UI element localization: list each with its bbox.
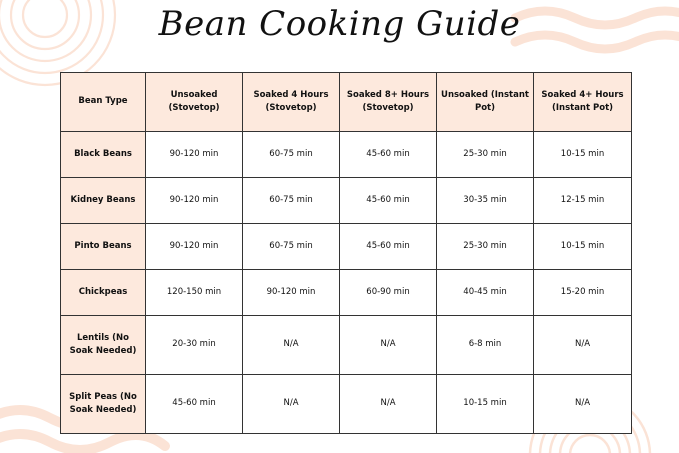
table-row	[61, 316, 632, 375]
table-row	[61, 132, 632, 178]
time-cell: 6-8 min	[437, 316, 534, 375]
time-cell: 90-120 min	[243, 270, 340, 316]
bean-cooking-table	[60, 72, 632, 434]
header-soaked-4-instant-pot: Soaked 4+ Hours (Instant Pot)	[534, 73, 632, 132]
time-cell: 60-75 min	[243, 224, 340, 270]
bean-name-cell: Black Beans	[61, 132, 146, 178]
time-cell: N/A	[534, 316, 632, 375]
bean-name-cell: Kidney Beans	[61, 178, 146, 224]
time-cell: 40-45 min	[437, 270, 534, 316]
time-cell: 10-15 min	[437, 375, 534, 434]
time-cell: 12-15 min	[534, 178, 632, 224]
time-cell: 90-120 min	[146, 224, 243, 270]
bean-name-cell: Split Peas (No Soak Needed)	[61, 375, 146, 434]
time-cell: 60-75 min	[243, 178, 340, 224]
time-cell: N/A	[534, 375, 632, 434]
bean-name-cell: Lentils (No Soak Needed)	[61, 316, 146, 375]
time-cell: 45-60 min	[340, 132, 437, 178]
page-title: Bean Cooking Guide	[158, 4, 521, 44]
bean-name-cell: Chickpeas	[61, 270, 146, 316]
time-cell: 10-15 min	[534, 132, 632, 178]
table-row	[61, 270, 632, 316]
header-soaked-8-stovetop: Soaked 8+ Hours (Stovetop)	[340, 73, 437, 132]
table-row	[61, 224, 632, 270]
table-row	[61, 375, 632, 434]
header-row	[61, 73, 632, 132]
time-cell: 30-35 min	[437, 178, 534, 224]
time-cell: 15-20 min	[534, 270, 632, 316]
time-cell: 90-120 min	[146, 178, 243, 224]
time-cell: 90-120 min	[146, 132, 243, 178]
time-cell: 45-60 min	[146, 375, 243, 434]
time-cell: 25-30 min	[437, 132, 534, 178]
time-cell: 120-150 min	[146, 270, 243, 316]
time-cell: 60-90 min	[340, 270, 437, 316]
time-cell: 25-30 min	[437, 224, 534, 270]
header-unsoaked-stovetop: Unsoaked (Stovetop)	[146, 73, 243, 132]
time-cell: 45-60 min	[340, 178, 437, 224]
time-cell: 10-15 min	[534, 224, 632, 270]
time-cell: N/A	[340, 375, 437, 434]
time-cell: 60-75 min	[243, 132, 340, 178]
time-cell: 20-30 min	[146, 316, 243, 375]
header-unsoaked-instant-pot: Unsoaked (Instant Pot)	[437, 73, 534, 132]
time-cell: N/A	[243, 375, 340, 434]
header-bean-type: Bean Type	[61, 73, 146, 132]
time-cell: N/A	[243, 316, 340, 375]
table-row	[61, 178, 632, 224]
time-cell: N/A	[340, 316, 437, 375]
time-cell: 45-60 min	[340, 224, 437, 270]
bean-name-cell: Pinto Beans	[61, 224, 146, 270]
header-soaked-4-stovetop: Soaked 4 Hours (Stovetop)	[243, 73, 340, 132]
